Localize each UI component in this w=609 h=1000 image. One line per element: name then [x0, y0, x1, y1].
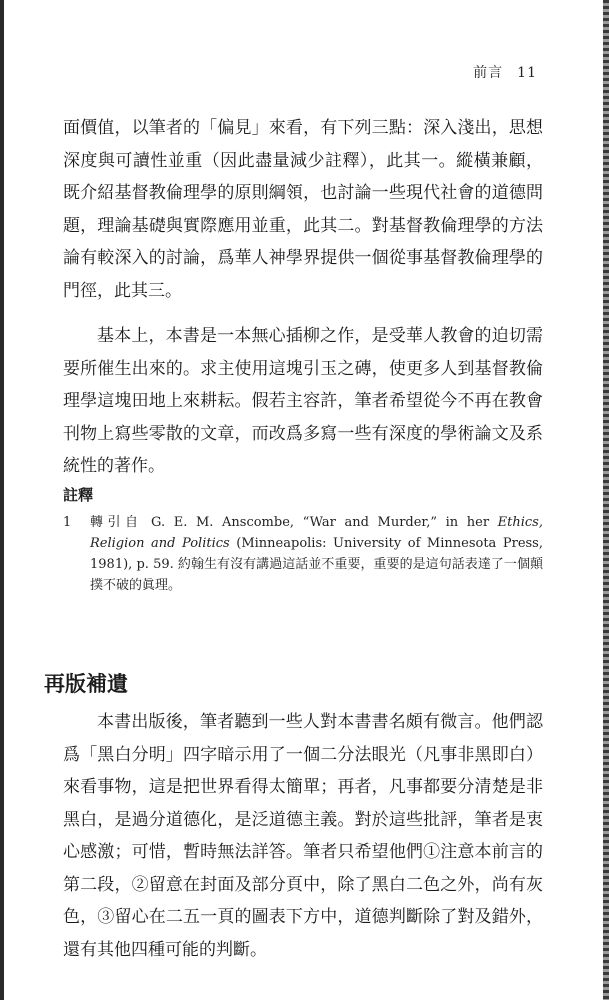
paragraph-1-text: 面價值，以筆者的「偏見」來看，有下列三點：深入淺出，思想深度與可讀性並重（因此盡量減少註釋），此其一。縱橫兼顧，既介紹基督教倫理學的原則綱領，也討論一些現代社會的道德問題，理論基礎與實際應用並重，此其二。對基督教倫理學的方法論有較深入的討論，爲華人神學界提供一個從事基督教倫理學的門徑，此其三。 — [63, 118, 543, 301]
notes-heading: 註釋 — [63, 486, 94, 504]
running-head-title: 前言 — [473, 65, 504, 81]
footnote-text — [90, 512, 543, 596]
page-number: 11 — [517, 65, 537, 81]
footnote-1 — [63, 512, 543, 596]
footnote-book-title: Ethics, Religion and Politics — [90, 515, 543, 551]
footnote-text-b: (Minneapolis: University of Minnesota Press, 1981), p. 59. 約翰生有沒有講過這話並不重要，重要的是這句話表達了一個顛撲不破的眞理。 — [90, 536, 543, 593]
page-edge-left — [0, 0, 4, 1000]
page-edge-right — [603, 0, 609, 1000]
paragraph-2-text: 基本上，本書是一本無心插柳之作，是受華人教會的迫切需要所催生出來的。求主使用這塊引玉之磚，使更多人到基督教倫理學這塊田地上來耕耘。假若主容許，筆者希望從今不再在教會刊物上寫些零散的文章，而改爲多寫一些有深度的學術論文及系統性的著作。 — [63, 326, 543, 476]
section-heading: 再版補遺 — [44, 672, 128, 696]
section-paragraph-text: 本書出版後，筆者聽到一些人對本書書名頗有微言。他們認爲「黑白分明」四字暗示用了一個二分法眼光（凡事非黑即白）來看事物，這是把世界看得太簡單；再者，凡事都要分清楚是非黑白，是過分道德化，是泛道德主義。對於這些批評，筆者是衷心感激；可惜，暫時無法詳答。筆者只希望他們①注意本前言的第二段，②留意在封面及部分頁中，除了黑白二色之外，尚有灰色，③留心在二五一頁的圖表下方中，道德判斷除了對及錯外，還有其他四種可能的判斷。 — [63, 712, 543, 960]
paragraph-1 — [63, 112, 543, 307]
footnote-marker: 1 — [63, 515, 72, 530]
footnote-text-a: 轉引自 G. E. M. Anscombe, “War and Murder,” in her — [90, 515, 498, 530]
section-paragraph — [63, 706, 543, 966]
paragraph-2 — [63, 320, 543, 483]
running-head — [473, 62, 537, 82]
